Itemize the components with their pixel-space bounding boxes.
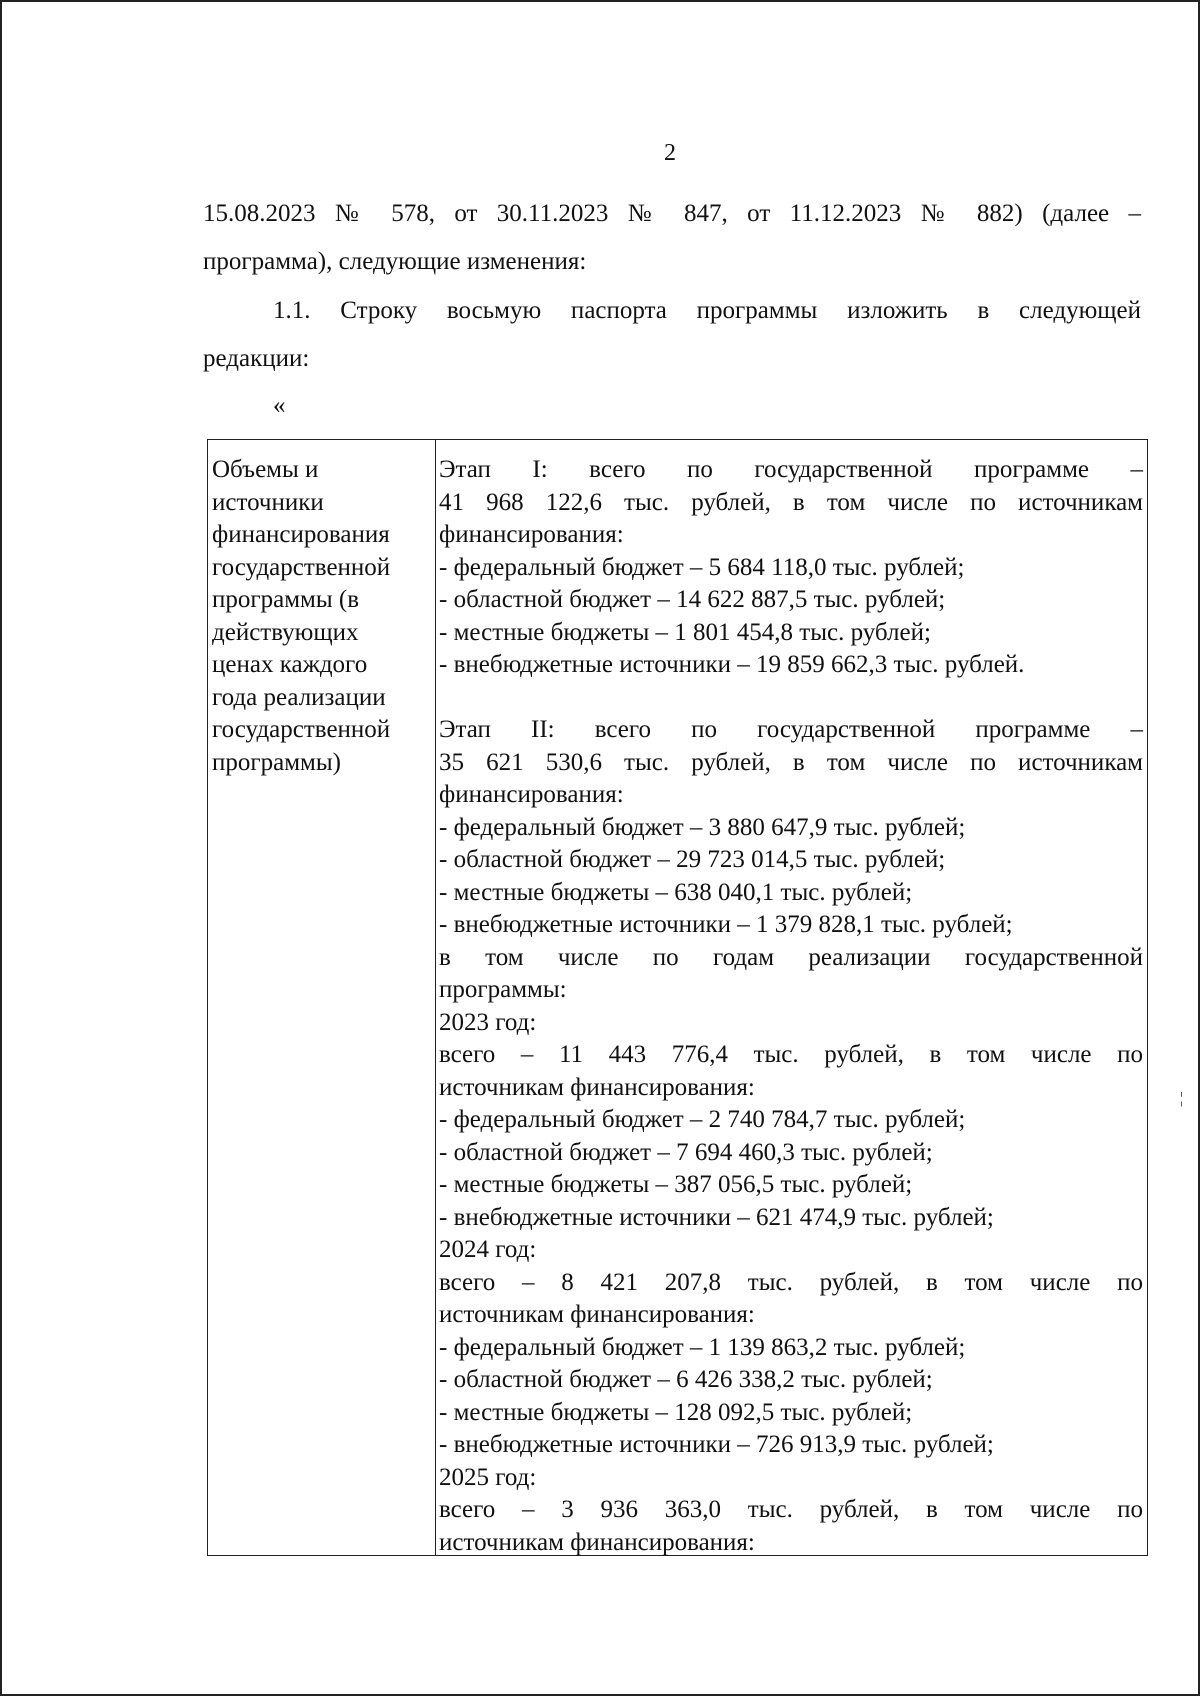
stage2-regional: - областной бюджет – 29 723 014,5 тыс. рублей; bbox=[439, 846, 946, 873]
table-right-cell bbox=[439, 454, 1143, 1559]
left-cell-line: финансирования bbox=[212, 521, 390, 548]
stage2-local: - местные бюджеты – 638 040,1 тыс. рублей; bbox=[439, 878, 913, 906]
year-2024-extra: - внебюджетные источники – 726 913,9 тыс. рублей; bbox=[439, 1431, 994, 1458]
intro-line-2: программа), следующие изменения: bbox=[203, 248, 587, 275]
left-cell-line: программы) bbox=[212, 748, 341, 776]
year-2023-local: - местные бюджеты – 387 056,5 тыс. рублей; bbox=[439, 1171, 913, 1198]
year-2025-heading: 2025 год: bbox=[439, 1463, 537, 1491]
stage2-by-years-line-2: программы: bbox=[439, 976, 567, 1003]
year-2023-total-line-1: всего – 11 443 776,4 тыс. рублей, в том числе по bbox=[439, 1041, 1143, 1068]
left-cell-line: источники bbox=[212, 488, 324, 516]
stage2-line-2: 35 621 530,6 тыс. рублей, в том числе по источникам bbox=[439, 748, 1143, 776]
left-cell-line: действующих bbox=[212, 618, 359, 646]
year-2024-regional: - областной бюджет – 6 426 338,2 тыс. рублей; bbox=[439, 1366, 933, 1393]
stage1-extra: - внебюджетные источники – 19 859 662,3 тыс. рублей. bbox=[439, 651, 1025, 678]
stage2-extra: - внебюджетные источники – 1 379 828,1 тыс. рублей; bbox=[439, 911, 1013, 938]
left-cell-line: государственной bbox=[212, 553, 391, 581]
stage1-line-1: Этап I: всего по государственной программе – bbox=[439, 456, 1143, 483]
table-left-cell bbox=[212, 454, 430, 779]
year-2023-heading: 2023 год: bbox=[439, 1008, 537, 1036]
year-2025-total-line-1: всего – 3 936 363,0 тыс. рублей, в том числе по bbox=[439, 1496, 1143, 1523]
stage2-line-1: Этап II: всего по государственной программе – bbox=[439, 716, 1143, 743]
stage2-federal: - федеральный бюджет – 3 880 647,9 тыс. рублей; bbox=[439, 813, 966, 841]
stage1-regional: - областной бюджет – 14 622 887,5 тыс. рублей; bbox=[439, 586, 946, 613]
page-number: 2 bbox=[664, 140, 676, 166]
left-cell-line: программы (в bbox=[212, 586, 360, 613]
stage1-local: - местные бюджеты – 1 801 454,8 тыс. рублей; bbox=[439, 618, 931, 646]
stage2-line-3: финансирования: bbox=[439, 781, 624, 808]
stage1-line-2: 41 968 122,6 тыс. рублей, в том числе по источникам bbox=[439, 488, 1143, 516]
year-2024-total-line-2: источникам финансирования: bbox=[439, 1301, 755, 1328]
year-2024-total-line-1: всего – 8 421 207,8 тыс. рублей, в том числе по bbox=[439, 1268, 1143, 1296]
left-cell-line: ценах каждого bbox=[212, 651, 368, 678]
margin-mark: ¦ bbox=[1180, 1090, 1184, 1107]
blank-line bbox=[439, 682, 1143, 715]
opening-quote: « bbox=[273, 392, 286, 419]
year-2023-regional: - областной бюджет – 7 694 460,3 тыс. рублей; bbox=[439, 1138, 933, 1166]
left-cell-line: Объемы и bbox=[212, 456, 319, 483]
year-2024-heading: 2024 год: bbox=[439, 1236, 537, 1263]
year-2024-federal: - федеральный бюджет – 1 139 863,2 тыс. рублей; bbox=[439, 1333, 966, 1361]
stage2-by-years-line-1: в том числе по годам реализации государственной bbox=[439, 943, 1143, 971]
passport-table bbox=[207, 439, 1148, 1556]
item-1-1-line-2: редакции: bbox=[203, 345, 310, 372]
year-2023-total-line-2: источникам финансирования: bbox=[439, 1073, 755, 1101]
year-2023-extra: - внебюджетные источники – 621 474,9 тыс. рублей; bbox=[439, 1203, 994, 1231]
year-2025-total-line-2: источникам финансирования: bbox=[439, 1528, 755, 1556]
left-cell-line: года реализации bbox=[212, 683, 386, 711]
year-2023-federal: - федеральный бюджет – 2 740 784,7 тыс. рублей; bbox=[439, 1106, 966, 1133]
stage1-line-3: финансирования: bbox=[439, 521, 624, 548]
stage1-federal: - федеральный бюджет – 5 684 118,0 тыс. рублей; bbox=[439, 553, 965, 581]
column-divider bbox=[435, 440, 436, 1555]
intro-line-1: 15.08.2023 № 578, от 30.11.2023 № 847, от 11.12.2023 № 882) (далее – bbox=[203, 200, 1141, 227]
item-1-1-line-1: 1.1. Строку восьмую паспорта программы изложить в следующей bbox=[273, 297, 1141, 324]
left-cell-line: государственной bbox=[212, 716, 391, 743]
year-2024-local: - местные бюджеты – 128 092,5 тыс. рублей; bbox=[439, 1398, 913, 1426]
